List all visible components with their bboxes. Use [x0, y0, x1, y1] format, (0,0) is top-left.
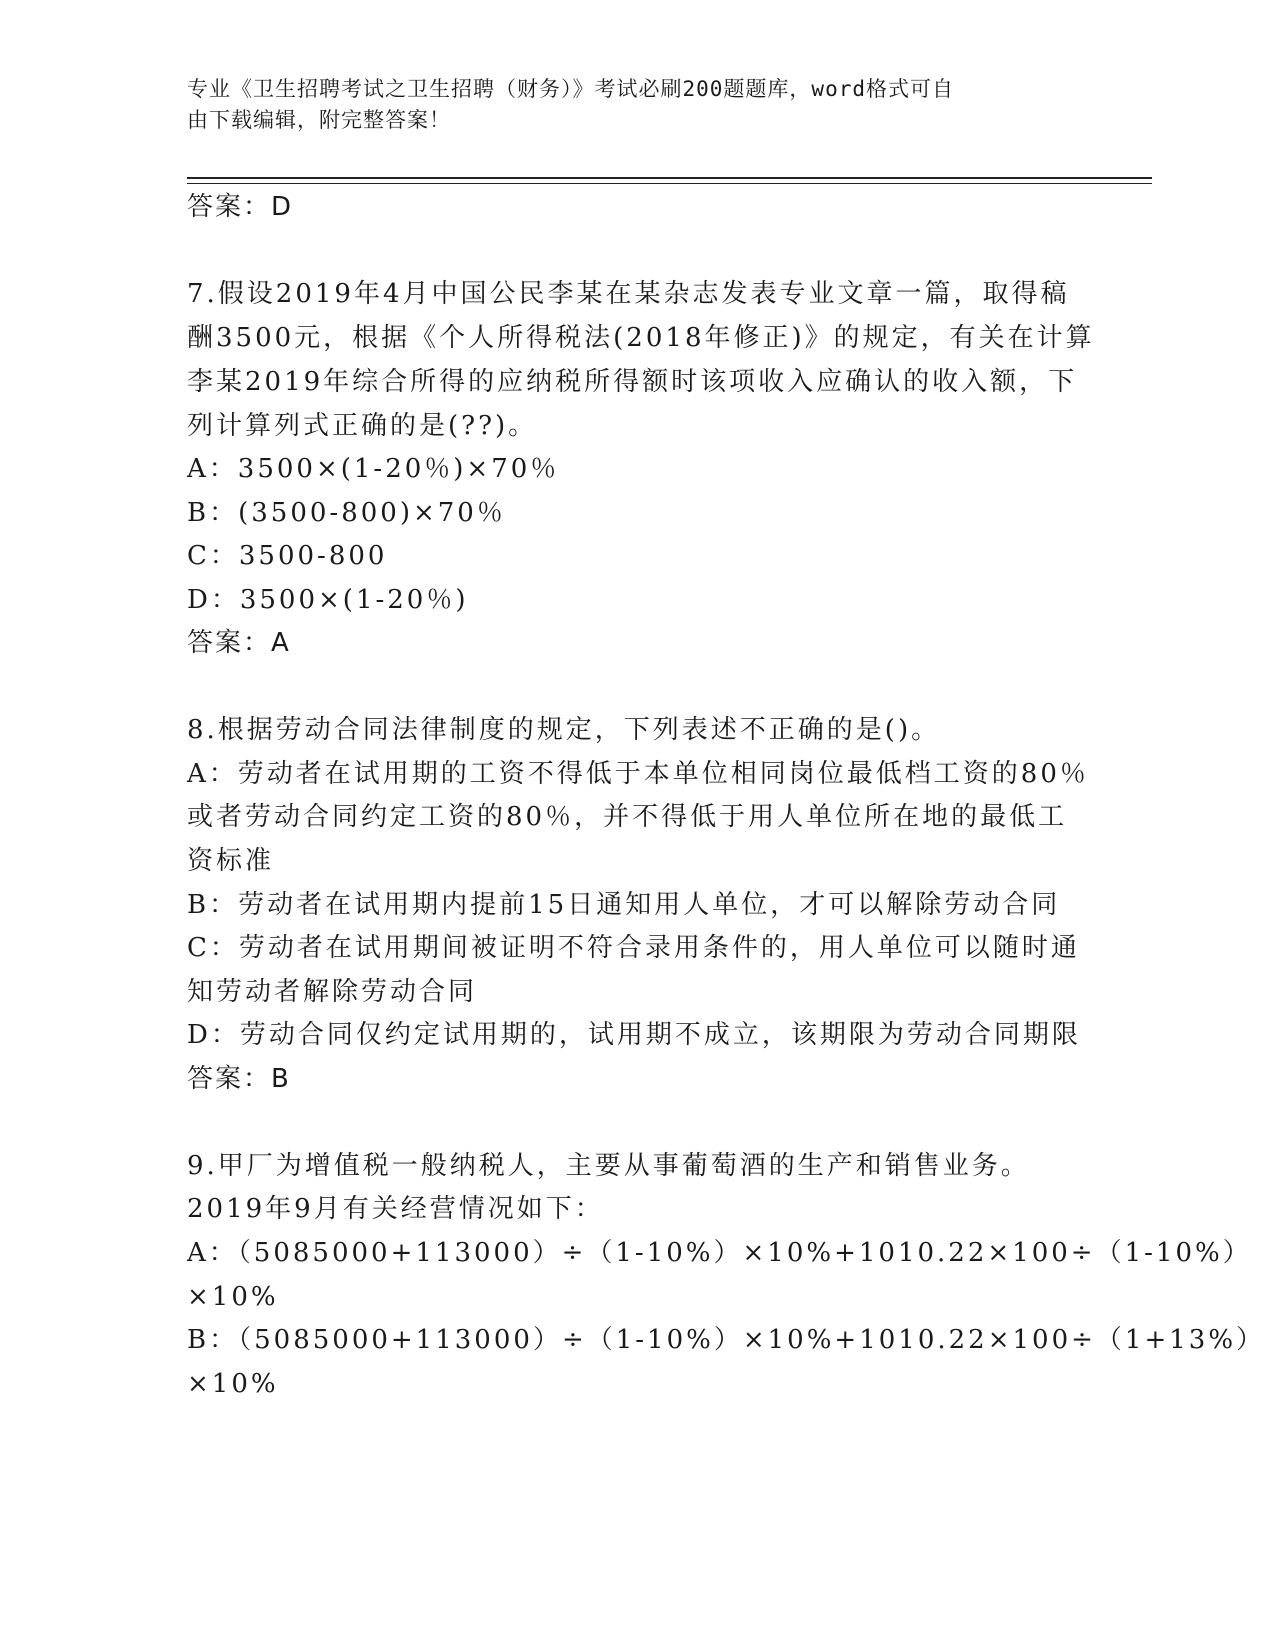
header-line-2: 由下载编辑，附完整答案！: [187, 108, 451, 132]
q7-option-d: D：3500×(1-20％): [187, 585, 469, 615]
q8-option-c-line-2: 知劳动者解除劳动合同: [187, 977, 478, 1007]
header-rule-thin: [187, 183, 1152, 184]
q8-option-a-line-1: A：劳动者在试用期的工资不得低于本单位相同岗位最低档工资的80％: [187, 759, 1089, 789]
q8-stem: 8.根据劳动合同法律制度的规定，下列表述不正确的是()。: [187, 715, 941, 745]
q7-answer: 答案：A: [187, 628, 291, 658]
previous-answer: 答案：D: [187, 192, 294, 222]
q9-stem-line-1: 9.甲厂为增值税一般纳税人，主要从事葡萄酒的生产和销售业务。: [187, 1151, 1030, 1181]
q7-option-a: A：3500×(1-20％)×70％: [187, 454, 560, 484]
q9-option-a-line-2: ×10%: [187, 1282, 279, 1312]
q8-option-b: B：劳动者在试用期内提前15日通知用人单位，才可以解除劳动合同: [187, 890, 1061, 920]
q7-stem-line-3: 李某2019年综合所得的应纳税所得额时该项收入应确认的收入额，下: [187, 367, 1078, 397]
header-rule-thick: [187, 177, 1152, 179]
q7-stem-line-1: 7.假设2019年4月中国公民李某在某杂志发表专业文章一篇，取得稿: [187, 279, 1070, 309]
q9-stem-line-2: 2019年9月有关经营情况如下：: [187, 1194, 604, 1224]
q9-option-a-line-1: A：（5085000+113000）÷（1-10%）×10%+1010.22×100÷（1-10%）: [187, 1238, 1252, 1268]
q7-stem-line-2: 酬3500元，根据《个人所得税法(2018年修正)》的规定，有关在计算: [187, 323, 1095, 353]
q8-option-c-line-1: C：劳动者在试用期间被证明不符合录用条件的，用人单位可以随时通: [187, 933, 1080, 963]
q8-option-d: D：劳动合同仅约定试用期的，试用期不成立，该期限为劳动合同期限: [187, 1020, 1081, 1050]
q7-option-b: B：(3500-800)×70％: [187, 498, 506, 528]
header-line-1: 专业《卫生招聘考试之卫生招聘（财务）》考试必刷200题题库，word格式可自: [187, 77, 954, 101]
q8-option-a-line-2: 或者劳动合同约定工资的80％，并不得低于用人单位所在地的最低工: [187, 802, 1068, 832]
q7-option-c: C：3500-800: [187, 541, 388, 571]
q9-option-b-line-2: ×10%: [187, 1369, 279, 1399]
page-header: [187, 74, 1067, 136]
q8-option-a-line-3: 资标准: [187, 846, 275, 876]
q9-option-b-line-1: B：（5085000+113000）÷（1-10%）×10%+1010.22×100÷（1+13%）: [187, 1325, 1266, 1355]
q8-answer: 答案：B: [187, 1064, 291, 1094]
q7-stem-line-4: 列计算列式正确的是(??)。: [187, 411, 538, 441]
